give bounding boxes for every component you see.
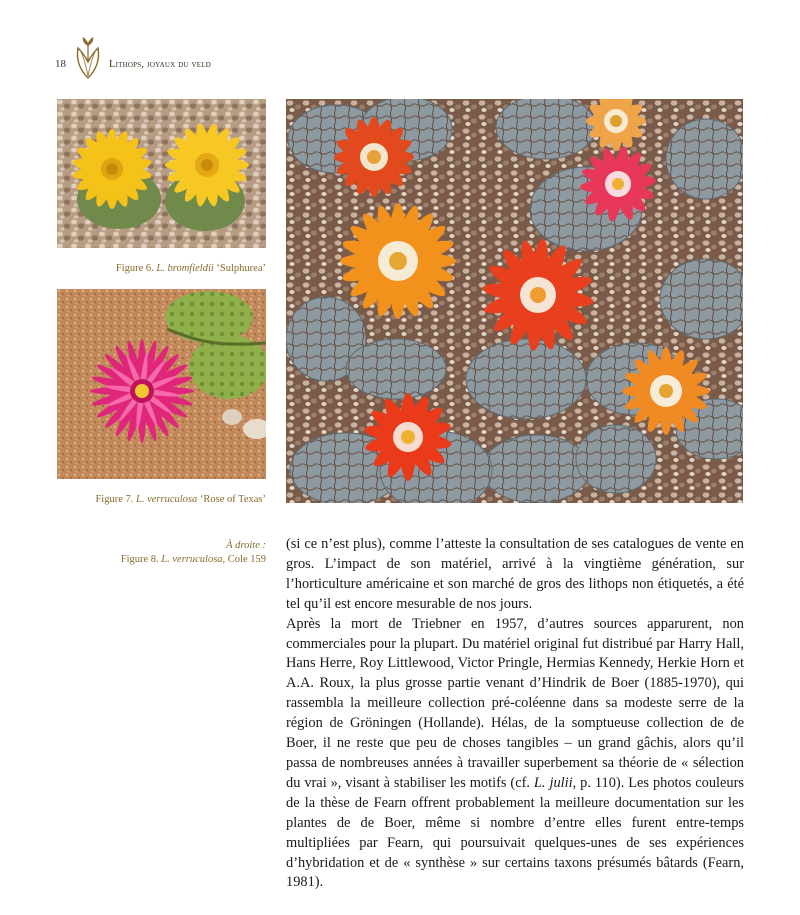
paragraph-1: (si ce n’est plus), comme l’atteste la consultation de ses catalogues de vente en gros. L’impact de son matériel, arrivé à la vingtième génération, sur l’horticulture américaine et son marché de gros des lithops non étiquetés, a été tel qu’il est encore mesurable de nos jours.: [286, 536, 744, 612]
page-number: 18: [55, 58, 66, 70]
page-header: [55, 36, 355, 80]
figure-7-photo: [57, 289, 266, 479]
body-text: [286, 535, 744, 893]
figure-8-photo: [286, 99, 743, 503]
species-reference: L. julii: [533, 774, 573, 791]
figure-8-caption-label: À droite :: [226, 540, 266, 551]
figure-8-caption: Figure 8. L. verruculosa, Cole 159: [120, 554, 266, 565]
figure-7-caption: Figure 7. L. verruculosa ‘Rose of Texas’: [95, 494, 266, 505]
figure-6-caption: Figure 6. L. bromfieldii ‘Sulphurea’: [115, 263, 266, 274]
running-title: Lithops, joyaux du veld: [109, 59, 212, 70]
figure-6-photo: [57, 99, 266, 248]
flower-emblem-icon: [73, 36, 103, 80]
paragraph-2: Après la mort de Triebner en 1957, d’autres sources apparurent, non commerciales pour la plupart. Du matériel original fut distribué par Harry Hall, Hans Herre, Roy Littlewood, Victor Pringle, Hermias Kennedy, Herkie Horn et A.A. Roux, la plus grosse partie venant d’Hindrik de Boer (1885-1970), qui rassembla la meilleure collection pré-coléenne dans sa modeste serre de la région de Gröningen (Hollande). Hélas, de la somptueuse collection de de Boer, il ne reste que peu de choses tangibles – un grand gâchis, alors qu’il passa de nombreuses années à travailler superbement sa théorie de « sélection du vrai », visant à stabiliser les motifs (cf. L. julii, p. 110). Les photos couleurs de la thèse de Fearn offrent probablement la meilleure documentation sur les plantes de de Boer, même si nombre d’entre elles furent entre-temps multipliées par Fearn, qui poursuivait quelques-unes de ses expériences d’hybridation et de « synthèse » sur certains taxons présumés bâtards (Fearn, 1981).: [286, 615, 744, 891]
